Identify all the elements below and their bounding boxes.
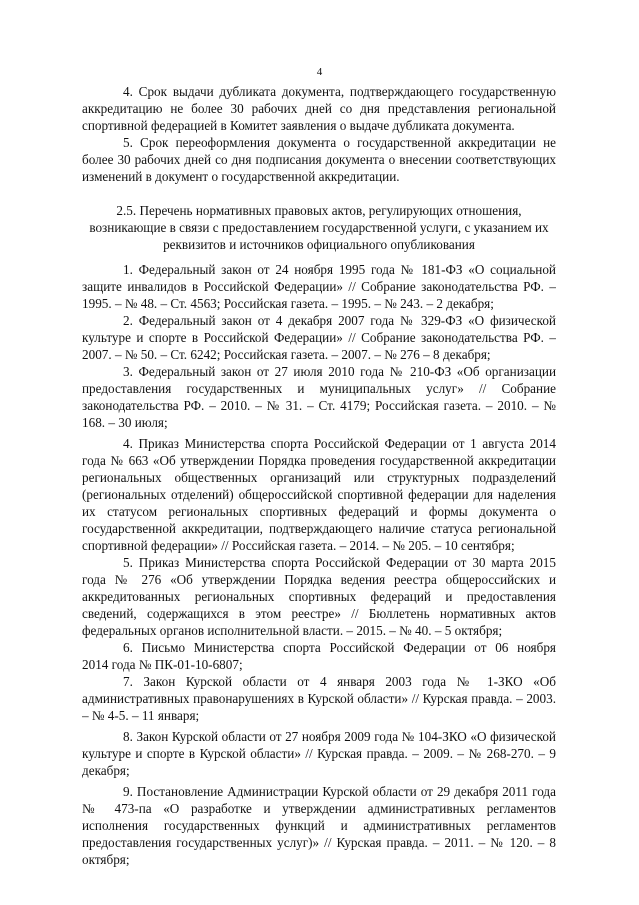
text-line: года № 663 «Об утверждении Порядка проведения государственной аккредитации [82, 453, 556, 468]
text-line: культуре и спорте в Курской области» // Курская правда. – 2009. – № 268-270. – 9 [82, 746, 556, 761]
text-line: 2014 года № ПК-01-10-6807; [82, 657, 243, 672]
text-line: 3. Федеральный закон от 27 июля 2010 года № 210-ФЗ «Об организации [123, 364, 556, 379]
text-line: государственной аккредитации, подтверждающего наличие статуса региональной [82, 521, 556, 536]
text-line: 1995. – № 48. – Ст. 4563; Российская газета. – 1995. – № 243. – 2 декабря; [82, 296, 494, 311]
text-line: декабря; [82, 763, 130, 778]
text-line: реквизитов и источников официального опубликования [163, 237, 475, 252]
text-line: спортивной федерацией в Комитет заявления о выдаче дубликата документа. [82, 118, 515, 133]
text-line: 1. Федеральный закон от 24 ноября 1995 года № 181-ФЗ «О социальной [123, 262, 556, 277]
text-line: сведений, содержащихся в этом реестре» // Бюллетень нормативных актов [82, 606, 556, 621]
text-line: более 30 рабочих дней со дня подписания документа о внесении соответствующих [82, 152, 556, 167]
text-line: 2. Федеральный закон от 4 декабря 2007 года № 329-ФЗ «О физической [123, 313, 556, 328]
text-line: 4. Срок выдачи дубликата документа, подтверждающего государственную [123, 84, 556, 99]
text-line: предоставления государственных и муниципальных услуг» // Собрание [82, 381, 556, 396]
text-line: – № 4-5. – 11 января; [82, 708, 200, 723]
text-line: 2007. – № 50. – Ст. 6242; Российская газета. – 2007. – № 276 – 8 декабря; [82, 347, 491, 362]
text-line: изменений в документ о государственной аккредитации. [82, 169, 400, 184]
text-line: 168. – 30 июля; [82, 415, 168, 430]
text-line: исполнения государственных функций и административных регламентов [82, 818, 556, 833]
text-line: предоставления государственных услуг)» // Курская правда. – 2011. – № 120. – 8 [82, 835, 556, 850]
text-line: культуре и спорте в Российской Федерации» // Собрание законодательства РФ. – [82, 330, 556, 345]
text-line: 5. Срок переоформления документа о государственной аккредитации не [123, 135, 556, 150]
text-line: 2.5. Перечень нормативных правовых актов, регулирующих отношения, [116, 203, 522, 218]
text-line: аккредитованных региональных спортивных федераций и предоставления [82, 589, 556, 604]
text-line: законодательства РФ. – 2010. – № 31. – Ст. 4179; Российская газета. – 2010. – № [82, 398, 556, 413]
page-number: 4 [316, 66, 323, 78]
text-line: 6. Письмо Министерства спорта Российской Федерации от 06 ноября [123, 640, 556, 655]
text-line: 4. Приказ Министерства спорта Российской Федерации от 1 августа 2014 [123, 436, 556, 451]
text-line: защите инвалидов в Российской Федерации» // Собрание законодательства РФ. – [82, 279, 556, 294]
text-line: федеральных органов исполнительной власти. – 2015. – № 40. – 5 октября; [82, 623, 503, 638]
text-line: аккредитацию не более 30 рабочих дней со дня представления региональной [82, 101, 556, 116]
text-line: их статусом региональных спортивных федераций и формы документа о [82, 504, 556, 519]
text-line: года № 276 «Об утверждении Порядка ведения реестра общероссийских и [82, 572, 556, 587]
text-line: октября; [82, 852, 130, 867]
text-line: № 473-па «О разработке и утверждении административных регламентов [82, 801, 556, 816]
text-line: региональных общественных организаций или структурных подразделений [82, 470, 556, 485]
text-line: 7. Закон Курской области от 4 января 2003 года № 1-ЗКО «Об [123, 674, 556, 689]
text-line: 8. Закон Курской области от 27 ноября 2009 года № 104-ЗКО «О физической [123, 729, 556, 744]
text-line: административных правонарушениях в Курской области» // Курская правда. – 2003. [82, 691, 556, 706]
text-line: (региональных отделений) общероссийской спортивной федерации для наделения [82, 487, 556, 502]
text-line: возникающие в связи с предоставлением государственной услуги, с указанием их [89, 220, 549, 235]
text-line: спортивной федерации» // Российская газета. – 2014. – № 205. – 10 сентября; [82, 538, 515, 553]
text-line: 9. Постановление Администрации Курской области от 29 декабря 2011 года [123, 784, 556, 799]
text-line: 5. Приказ Министерства спорта Российской Федерации от 30 марта 2015 [123, 555, 556, 570]
